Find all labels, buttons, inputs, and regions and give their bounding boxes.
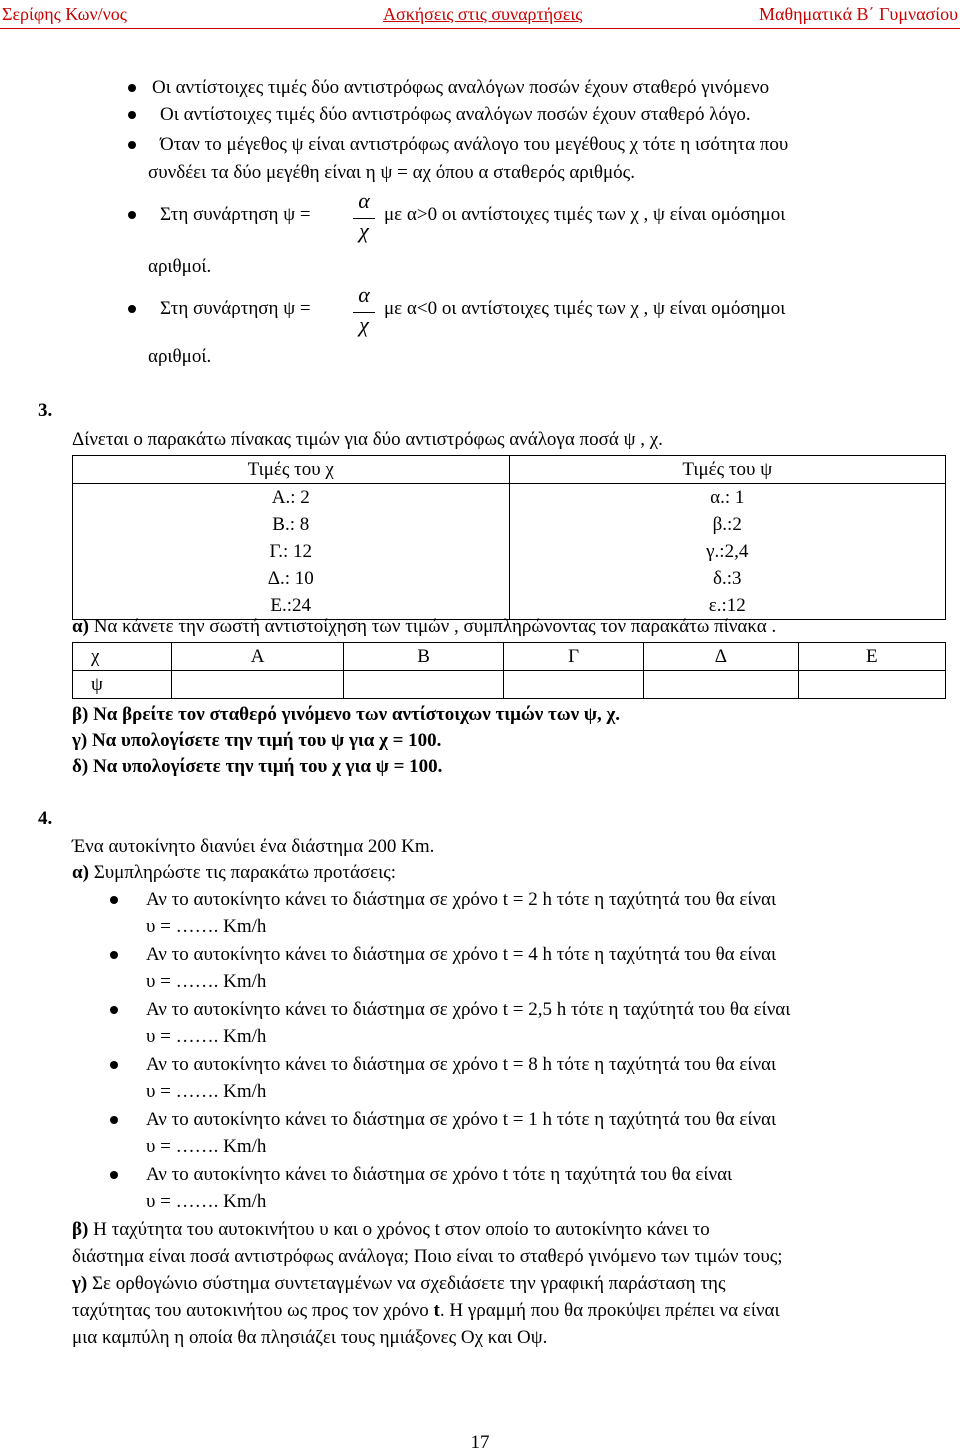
fraction-denominator: χ — [359, 312, 369, 337]
exercise-3-question-d: δ) Να υπολογίσετε την τιμή του χ για ψ = 100. — [72, 756, 443, 777]
question-b-line1: Η ταχύτητα του αυτοκινήτου υ και ο χρόνος t στον οποίο το αυτοκίνητο κάνει το — [93, 1219, 710, 1240]
bullet-text-3b: συνδέει τα δύο μεγέθη είναι η ψ = αχ όπου α σταθερός αριθμός. — [148, 162, 635, 183]
answer-cell[interactable] — [172, 671, 344, 699]
bullet-dot — [110, 896, 118, 904]
speed-item-blank[interactable]: υ = ……. Km/h — [146, 1191, 267, 1212]
table-cell: Β.: 8 — [73, 511, 510, 538]
bullet-dot — [128, 305, 136, 313]
header-title: Ασκήσεις στις συναρτήσεις — [383, 4, 583, 24]
bullet-text-5-pre: Στη συνάρτηση ψ = — [160, 298, 311, 319]
speed-item-blank[interactable]: υ = ……. Km/h — [146, 1081, 267, 1102]
answer-cell[interactable] — [798, 671, 945, 699]
page-number: 17 — [470, 1432, 490, 1453]
question-a-label: α) — [72, 616, 89, 637]
table-cell: δ.:3 — [509, 565, 946, 592]
table-cell: Γ.: 12 — [73, 538, 510, 565]
exercise-3-question-a — [72, 616, 776, 638]
question-b-line2: διάστημα είναι ποσά αντιστρόφως ανάλογα; Ποιο είναι το σταθερό γινόμενο των τιμών τους; — [72, 1246, 783, 1267]
bullet-dot — [110, 1061, 118, 1069]
speed-item-line1: Αν το αυτοκίνητο κάνει το διάστημα σε χρόνο t = 2,5 h τότε η ταχύτητά του θα είναι — [146, 999, 791, 1020]
exercise-4-question-c — [72, 1273, 725, 1295]
bullet-text-3a: Όταν το μέγεθος ψ είναι αντιστρόφως ανάλογο του μεγέθους χ τότε η ισότητα που — [160, 134, 789, 155]
bullet-dot — [128, 84, 136, 92]
bullet-dot — [110, 1116, 118, 1124]
exercise-4-number: 4. — [38, 808, 53, 829]
bullet-text-4-line2: αριθμοί. — [148, 256, 212, 277]
bullet-text-1: Οι αντίστοιχες τιμές δύο αντιστρόφως αναλόγων ποσών έχουν σταθερό γινόμενο — [152, 77, 770, 98]
exercise-4-question-b — [72, 1219, 710, 1241]
bullet-text-4-post: με α>0 οι αντίστοιχες τιμές των χ , ψ είναι ομόσημοι — [384, 204, 786, 225]
page-header — [0, 4, 960, 28]
speed-item-line1: Αν το αυτοκίνητο κάνει το διάστημα σε χρόνο t = 1 h τότε η ταχύτητά του θα είναι — [146, 1109, 777, 1130]
fraction-a-over-x — [353, 282, 375, 342]
bullet-dot — [128, 211, 136, 219]
table-cell: β.:2 — [509, 511, 946, 538]
bullet-dot — [128, 111, 136, 119]
question-a-label: α) — [72, 862, 89, 883]
table-row — [73, 565, 946, 592]
table-cell: Ε.:24 — [73, 592, 510, 620]
answer-cell[interactable] — [344, 671, 504, 699]
exercise-3-question-b: β) Να βρείτε τον σταθερό γινόμενο των αντίστοιχων τιμών των ψ, χ. — [72, 704, 621, 725]
answer-cell[interactable] — [644, 671, 798, 699]
table-row — [73, 643, 946, 671]
header-subject: Μαθηματικά Β΄ Γυμνασίου — [759, 4, 958, 24]
fraction-a-over-x — [353, 188, 375, 248]
matching-table — [72, 642, 946, 699]
bullet-text-2: Οι αντίστοιχες τιμές δύο αντιστρόφως αναλόγων ποσών έχουν σταθερό λόγο. — [160, 104, 751, 125]
speed-item-blank[interactable]: υ = ……. Km/h — [146, 971, 267, 992]
column-header-y: Τιμές του ψ — [509, 456, 946, 484]
speed-item-line1: Αν το αυτοκίνητο κάνει το διάστημα σε χρόνο t = 2 h τότε η ταχύτητά του θα είναι — [146, 889, 777, 910]
table-cell: Δ — [644, 643, 798, 671]
question-c-line2-t: t — [433, 1300, 440, 1321]
table-cell: Ε — [798, 643, 945, 671]
table-cell: γ.:2,4 — [509, 538, 946, 565]
bullet-dot — [110, 951, 118, 959]
table-cell: ψ — [73, 671, 172, 699]
table-header-row — [73, 456, 946, 484]
question-a-text: Να κάνετε την σωστή αντιστοίχηση των τιμών , συμπληρώνοντας τον παρακάτω πίνακα . — [93, 616, 777, 637]
header-divider — [0, 28, 960, 29]
table-cell: Α — [172, 643, 344, 671]
table-row — [73, 484, 946, 512]
table-cell: Γ — [504, 643, 644, 671]
fraction-numerator: α — [358, 282, 370, 307]
question-c-line3: μια καμπύλη η οποία θα πλησιάζει τους ημιάξονες Οχ και Οψ. — [72, 1327, 548, 1348]
question-a-text: Συμπληρώστε τις παρακάτω προτάσεις: — [93, 862, 397, 883]
table-cell: χ — [73, 643, 172, 671]
answer-cell[interactable] — [504, 671, 644, 699]
bullet-text-5-post: με α<0 οι αντίστοιχες τιμές των χ , ψ είναι ομόσημοι — [384, 298, 786, 319]
bullet-dot — [110, 1171, 118, 1179]
question-c-line2 — [72, 1300, 780, 1322]
bullet-text-4-pre: Στη συνάρτηση ψ = — [160, 204, 311, 225]
speed-item-blank[interactable]: υ = ……. Km/h — [146, 1026, 267, 1047]
exercise-4-question-a — [72, 862, 396, 884]
table-cell: Α.: 2 — [73, 484, 510, 512]
exercise-4-intro: Ένα αυτοκίνητο διανύει ένα διάστημα 200 Km. — [72, 836, 435, 857]
values-table — [72, 455, 946, 620]
speed-item-line1: Αν το αυτοκίνητο κάνει το διάστημα σε χρόνο t = 8 h τότε η ταχύτητά του θα είναι — [146, 1054, 777, 1075]
fraction-denominator: χ — [359, 218, 369, 243]
table-cell: ε.:12 — [509, 592, 946, 620]
speed-item-blank[interactable]: υ = ……. Km/h — [146, 916, 267, 937]
table-cell: Β — [344, 643, 504, 671]
table-cell: α.: 1 — [509, 484, 946, 512]
question-c-line2-pre: ταχύτητας του αυτοκινήτου ως προς τον χρόνο — [72, 1300, 429, 1321]
header-author: Σερίφης Κων/νος — [2, 4, 127, 24]
table-row — [73, 671, 946, 699]
question-c-line1: Σε ορθογώνιο σύστημα συντεταγμένων να σχεδιάσετε την γραφική παράσταση της — [91, 1273, 726, 1294]
bullet-dot — [128, 141, 136, 149]
column-header-x: Τιμές του χ — [73, 456, 510, 484]
speed-item-line1: Αν το αυτοκίνητο κάνει το διάστημα σε χρόνο t = 4 h τότε η ταχύτητά του θα είναι — [146, 944, 777, 965]
table-row — [73, 538, 946, 565]
exercise-3-question-c: γ) Να υπολογίσετε την τιμή του ψ για χ = 100. — [72, 730, 442, 751]
exercise-3-intro: Δίνεται ο παρακάτω πίνακας τιμών για δύο αντιστρόφως ανάλογα ποσά ψ , χ. — [72, 429, 663, 450]
table-row — [73, 511, 946, 538]
exercise-3-number: 3. — [38, 400, 53, 421]
speed-item-blank[interactable]: υ = ……. Km/h — [146, 1136, 267, 1157]
question-c-line2-post: . Η γραμμή που θα προκύψει πρέπει να είναι — [439, 1300, 780, 1321]
speed-item-line1: Αν το αυτοκίνητο κάνει το διάστημα σε χρόνο t τότε η ταχύτητά του θα είναι — [146, 1164, 733, 1185]
question-c-label: γ) — [72, 1273, 88, 1294]
table-cell: Δ.: 10 — [73, 565, 510, 592]
fraction-numerator: α — [358, 188, 370, 213]
bullet-dot — [110, 1006, 118, 1014]
question-b-label: β) — [72, 1219, 89, 1240]
bullet-text-5-line2: αριθμοί. — [148, 346, 212, 367]
